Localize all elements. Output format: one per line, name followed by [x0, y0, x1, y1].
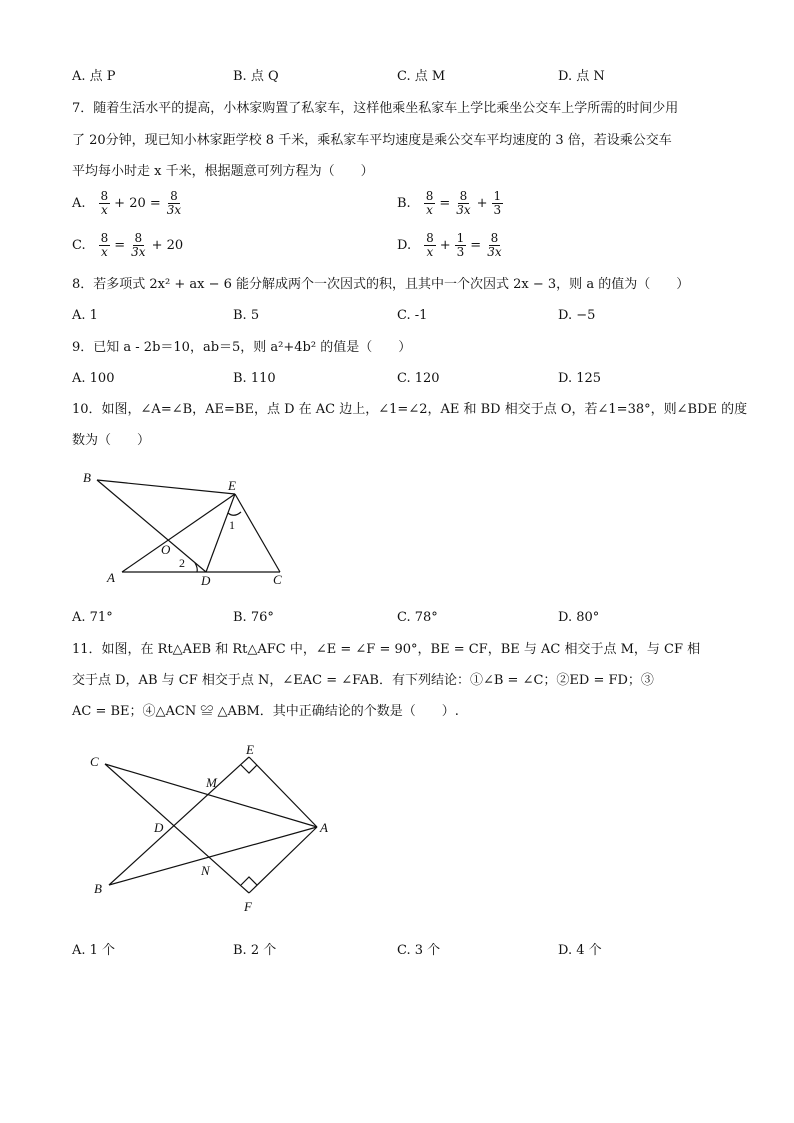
- q9-option-c: C. 120: [397, 371, 440, 386]
- fraction: $\frac{1}{3}$: [456, 231, 465, 260]
- q10-line-2: 数为（ ）: [72, 433, 151, 448]
- q11-option-c: C. 3 个: [397, 943, 441, 958]
- point-n-label: N: [201, 863, 210, 878]
- q11-triangles-figure: [84, 735, 344, 920]
- fraction: $\frac{8}{x}$: [100, 231, 109, 260]
- q11-line-1: 11．如图，在 Rt△AEB 和 Rt△AFC 中，∠E = ∠F = 90°，BE = CF，BE 与 AC 相交于点 M，与 CF 相: [72, 642, 701, 657]
- q8-option-b: B. 5: [233, 308, 260, 323]
- q9-stem: 9．已知 a - 2b＝10，ab＝5，则 a²+4b² 的值是（ ）: [72, 340, 412, 355]
- fraction: $\frac{8}{3x}$: [487, 231, 502, 260]
- fraction: $\frac{8}{3x}$: [166, 189, 182, 218]
- q9-option-b: B. 110: [233, 371, 276, 386]
- point-a-label: A: [107, 570, 115, 585]
- point-o-label: O: [161, 542, 171, 557]
- segment-be: [97, 480, 235, 494]
- q7-line-1: 7．随着生活水平的提高，小林家购置了私家车，这样他乘坐私家车上学比乘坐公交车上学所需的时间少用: [72, 101, 679, 116]
- q10-triangle-figure: [70, 462, 300, 592]
- point-e-label: E: [246, 742, 254, 757]
- q7-option-b: [397, 190, 504, 217]
- segment-de: [206, 494, 235, 572]
- segment-ca: [105, 764, 317, 827]
- q6-option-a: A. 点 P: [72, 69, 116, 84]
- q7-line-2: 了 20分钟，现已知小林家距学校 8 千米，乘私家车平均速度是乘公交车平均速度的 3 倍，若设乘公交车: [72, 133, 672, 148]
- equation-text: =: [114, 238, 126, 254]
- equation-text: +: [439, 238, 451, 254]
- point-m-label: M: [206, 775, 217, 790]
- equation-text: + 20: [151, 238, 184, 254]
- option-label: A.: [72, 196, 86, 212]
- fraction: $\frac{8}{3x}$: [456, 189, 471, 218]
- option-label: D.: [397, 238, 412, 254]
- q6-option-c: C. 点 M: [397, 69, 446, 84]
- q6-option-d: D. 点 N: [558, 69, 605, 84]
- q9-option-d: D. 125: [558, 371, 602, 386]
- q7-option-d: [397, 232, 505, 259]
- segment-cf: [105, 764, 249, 893]
- equation-text: + 20 =: [114, 196, 161, 212]
- q6-option-b: B. 点 Q: [233, 69, 279, 84]
- equation-text: =: [470, 238, 482, 254]
- q11-option-a: A. 1 个: [72, 943, 116, 958]
- angle-1-label: 1: [229, 518, 235, 532]
- q10-line-1: 10．如图，∠A=∠B，AE=BE，点 D 在 AC 边上，∠1=∠2，AE 和 BD 相交于点 O，若∠1=38°，则∠BDE 的度: [72, 402, 748, 417]
- angle-1-arc: [228, 512, 241, 515]
- q11-line-3: AC = BE；④△ACN ≌ △ABM．其中正确结论的个数是（ ）.: [72, 704, 459, 719]
- q10-option-d: D. 80°: [558, 610, 600, 625]
- angle-2-label: 2: [179, 556, 185, 570]
- fraction: $\frac{8}{3x}$: [131, 231, 146, 260]
- equation-text: +: [476, 196, 488, 212]
- point-b-label: B: [83, 470, 91, 485]
- q11-option-d: D. 4 个: [558, 943, 602, 958]
- fraction: $\frac{1}{3}$: [493, 189, 502, 218]
- point-e-label: E: [228, 478, 236, 493]
- point-d-label: D: [154, 820, 164, 835]
- equation-text: =: [439, 196, 451, 212]
- right-angle-f-mark: [241, 877, 257, 885]
- q7-option-c: [72, 232, 186, 259]
- point-d-label: D: [201, 573, 211, 588]
- point-c-label: C: [273, 572, 282, 587]
- q11-option-b: B. 2 个: [233, 943, 277, 958]
- fraction: $\frac{8}{x}$: [100, 189, 109, 218]
- point-c-label: C: [90, 754, 99, 769]
- q7-option-a: [72, 190, 184, 217]
- point-f-label: F: [244, 899, 252, 914]
- q10-option-a: A. 71°: [72, 610, 113, 625]
- fraction: $\frac{8}{x}$: [426, 231, 434, 260]
- q9-option-a: A. 100: [72, 371, 115, 386]
- q7-line-3: 平均每小时走 x 千米，根据题意可列方程为（ ）: [72, 164, 374, 179]
- q11-line-2: 交于点 D，AB 与 CF 相交于点 N，∠EAC = ∠FAB．有下列结论：①∠B = ∠C；②ED = FD；③: [72, 673, 654, 688]
- q8-option-a: A. 1: [72, 308, 98, 323]
- point-b-label: B: [94, 881, 102, 896]
- q10-option-c: C. 78°: [397, 610, 438, 625]
- q8-option-d: D. −5: [558, 308, 596, 323]
- option-label: B.: [397, 196, 411, 212]
- segment-ec: [235, 494, 280, 572]
- fraction: $\frac{8}{x}$: [425, 189, 434, 218]
- option-label: C.: [72, 238, 86, 254]
- q10-option-b: B. 76°: [233, 610, 274, 625]
- point-a-label: A: [320, 820, 328, 835]
- right-angle-e-mark: [241, 765, 257, 773]
- q8-option-c: C. -1: [397, 308, 428, 323]
- q8-stem: 8．若多项式 2x² + ax − 6 能分解成两个一次因式的积，且其中一个次因式 2x − 3，则 a 的值为（ ）: [72, 277, 690, 292]
